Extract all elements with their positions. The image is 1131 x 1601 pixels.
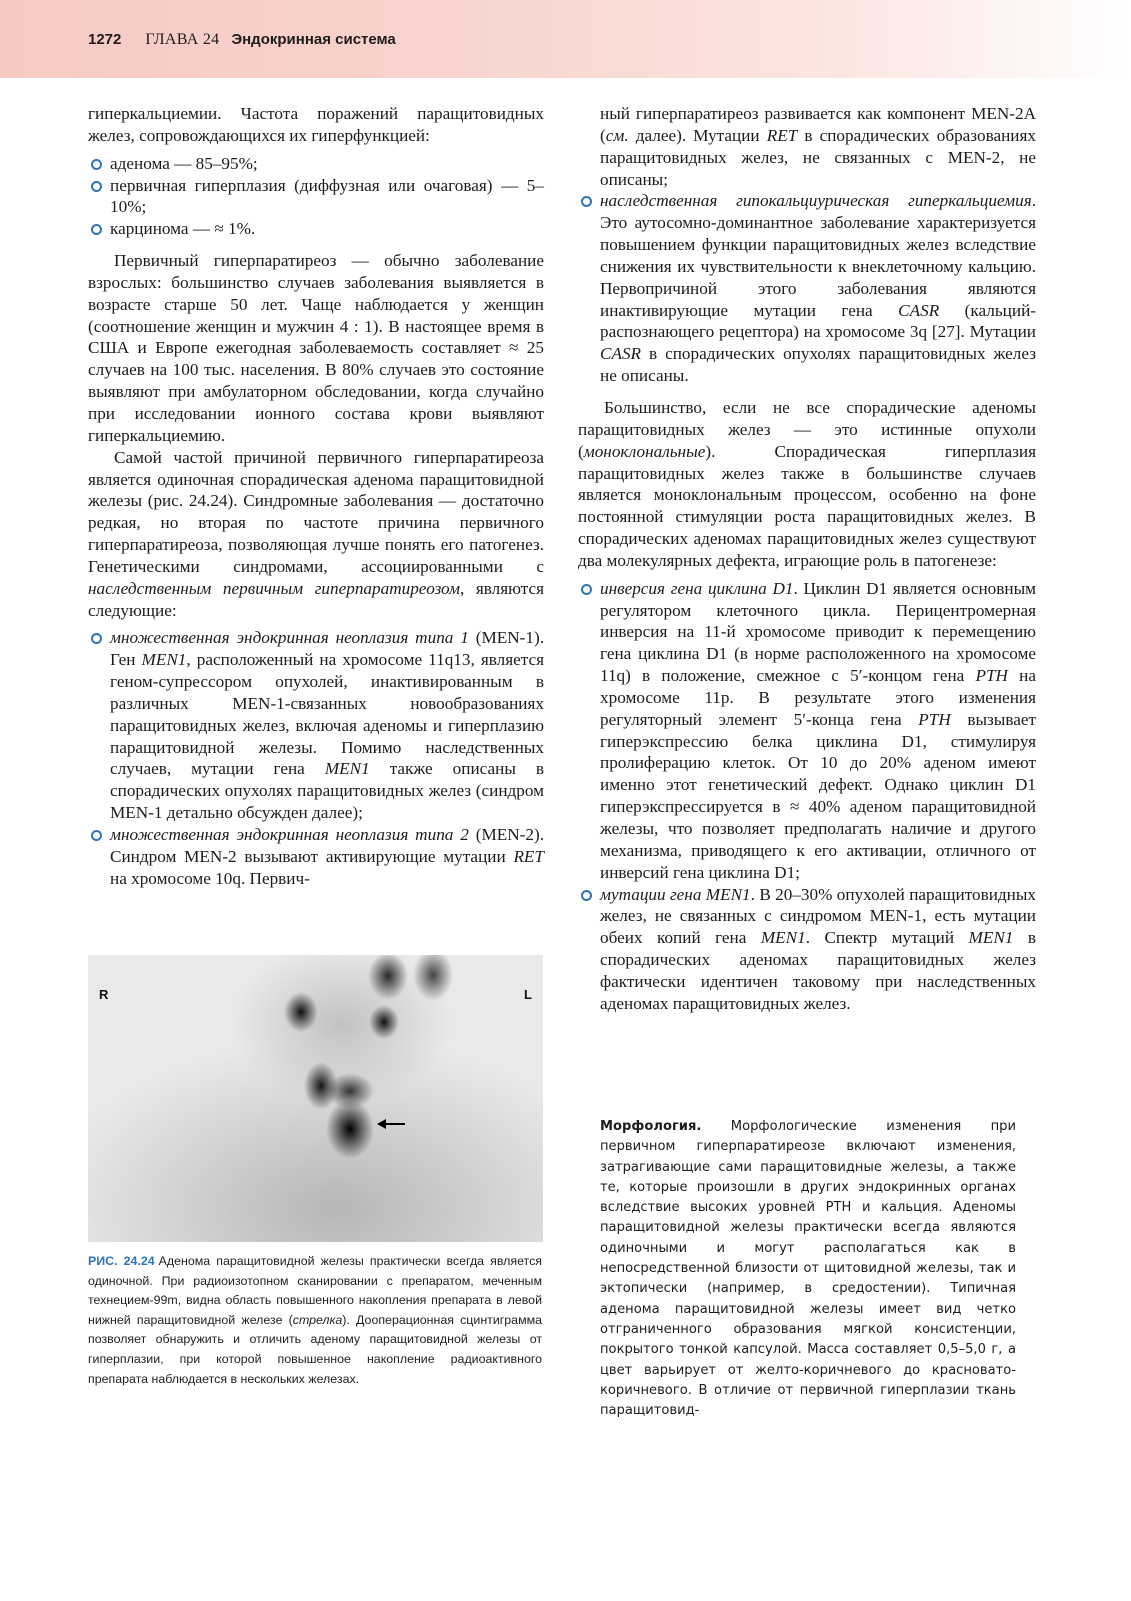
bullet-men1: множественная эндокринная неоплазия типа 1 (MEN-1). Ген MEN1, расположенный на хромосоме 11q13, является геном-супрессором опухолей, инактивированным в различных MEN-1-связанных новообразованиях паращитовидных желез, включая аденомы и гиперплазию паращитовидной железы. Помимо наследственных случаев, мутации гена MEN1 также описаны в спорадических опухолях паращитовидных желез (синдром MEN-1 детально обсужден далее);	[88, 627, 544, 824]
figure-caption: РИС. 24.24 Аденома паращитовидной железы практически всегда является одиночной. При радиоизотопном сканировании с препаратом, меченным технецием-99m, видна область повышенного накопления препарата в левой нижней паращитовидной железе (стрелка). Дооперационная сцинтиграмма позволяет обнаружить и отличить аденому паращитовидной железы от гиперплазии, при которой повышенное накопление радиоактивного препарата наблюдается в нескольких железах.	[88, 1254, 542, 1386]
paragraph-intro: гиперкальциемии. Частота поражений паращитовидных желез, сопровождающихся их гиперфункцией:	[88, 104, 544, 145]
paragraph-sporadic: Большинство, если не все спорадические аденомы паращитовидных желез — это истинные опухоли (моноклональные). Спорадическая гиперплазия паращитовидных желез также в большинстве случаев является моноклональным процессом, особенно на фоне постоянной стимуляции роста паращитовидных желез. В спорадических аденомах паращитовидных желез существуют два молекулярных дефекта, играющие роль в патогенезе:	[578, 397, 1036, 570]
chapter-title: Эндокринная система	[231, 31, 396, 48]
scintigram-image	[88, 955, 543, 1242]
chapter-label: ГЛАВА 24	[145, 31, 220, 48]
right-column	[578, 103, 1036, 1015]
list-item: карцинома — ≈ 1%.	[88, 218, 544, 240]
figure-number: РИС. 24.24	[88, 1254, 155, 1268]
morphology-section	[600, 1117, 1016, 1421]
figure-label-left: L	[524, 987, 532, 1002]
bullet-fhh: наследственная гипокальциурическая гиперкальциемия. Это аутосомно-доминантное заболевание характеризуется повышением функции паращитовидных желез вследствие снижения их чувствительности к внеклеточному кальцию. Первопричиной этого заболевания являются инактивирующие мутации гена CASR (кальций-распознающего рецептора) на хромосоме 3q [27]. Мутации CASR в спорадических опухолях паращитовидных желез не описаны.	[578, 190, 1036, 387]
bullet-men2: множественная эндокринная неоплазия типа 2 (MEN-2). Синдром MEN-2 вызывают активирующие мутации RET на хромосоме 10q. Первич-	[88, 824, 544, 890]
left-column	[88, 103, 544, 890]
page-header-band	[0, 0, 1131, 78]
morphology-text: Морфологические изменения при первичном гиперпаратиреозе включают изменения, затрагивающие сами паращитовидные железы, а также те, которые произошли в других эндокринных органах вследствие высоких уровней PTH и кальция. Аденомы паращитовидной железы практически всегда являются одиночными и могут располагаться как в непосредственной близости от щитовидной железы, так и эктопически (например, в средостении). Типичная аденома паращитовидной железы имеет вид четко отграниченного образования мягкой консистенции, покрытого тонкой капсулой. Масса составляет 0,5–5,0 г, а цвет варьирует от желто-коричневого до красновато-коричневого. В отличие от первичной гиперплазии ткань паращитовид-	[600, 1119, 1016, 1419]
running-head	[88, 31, 396, 49]
figure-label-right: R	[99, 987, 109, 1002]
bullet-cyclin-d1: инверсия гена циклина D1. Циклин D1 является основным регулятором клеточного цикла. Перицентромерная инверсия на 11-й хромосоме приводит к перемещению гена циклина D1 (в норме расположенного на хромосоме 11q) в положение, смежное с 5′-концом гена PTH на хромосоме 11p. В результате этого изменения регуляторный элемент 5′-конца гена PTH вызывает гиперэкспрессию белка циклина D1, стимулируя пролиферацию клеток. От 10 до 20% аденом имеют именно этот генетический дефект. Однако циклин D1 гиперэкспрессируется в ≈ 40% аденом паращитовидной железы, что позволяет предполагать наличие и другого механизма, приводящего к его активации, отличного от инверсий гена циклина D1;	[578, 578, 1036, 884]
morphology-heading: Морфология.	[600, 1119, 702, 1134]
page-number: 1272	[88, 31, 122, 48]
paragraph-epidemiology: Первичный гиперпаратиреоз — обычно заболевание взрослых: большинство случаев заболевания выявляется в возрасте старше 50 лет. Чаще наблюдается у женщин (соотношение женщин и мужчин 4 : 1). В настоящее время в США и Европе ежегодная заболеваемость составляет ≈ 25 случаев на 100 тыс. населения. В 80% случаев это состояние выявляют при амбулаторном обследовании, когда случайно при исследовании ионного состава крови выявляют гиперкальциемию.	[88, 251, 544, 445]
frequency-list	[88, 153, 544, 240]
bullet-men2-continued: ный гиперпаратиреоз развивается как компонент MEN-2A (см. далее). Мутации RET в спорадических образованиях паращитовидных желез, не связанных с MEN-2, не описаны;	[600, 104, 1036, 189]
arrow-icon	[376, 1116, 406, 1132]
list-item: аденома — 85–95%;	[88, 153, 544, 175]
bullet-men1-mutations: мутации гена MEN1. В 20–30% опухолей паращитовидных желез, не связанных с синдромом MEN-1, есть мутации обеих копий гена MEN1. Спектр мутаций MEN1 в спорадических аденомах паращитовидных желез фактически идентичен таковому при наследственных аденомах паращитовидных желез.	[578, 884, 1036, 1015]
paragraph-causes: Самой частой причиной первичного гиперпаратиреоза является одиночная спорадическая аденома паращитовидной железы (рис. 24.24). Синдромные заболевания — достаточно редкая, но вторая по частоте причина первичного гиперпаратиреоза, позволяющая лучше понять его патогенез. Генетическими синдромами, ассоциированными с наследственным первичным гиперпаратиреозом, являются следующие:	[88, 447, 544, 620]
list-item: первичная гиперплазия (диффузная или очаговая) — 5–10%;	[88, 175, 544, 219]
